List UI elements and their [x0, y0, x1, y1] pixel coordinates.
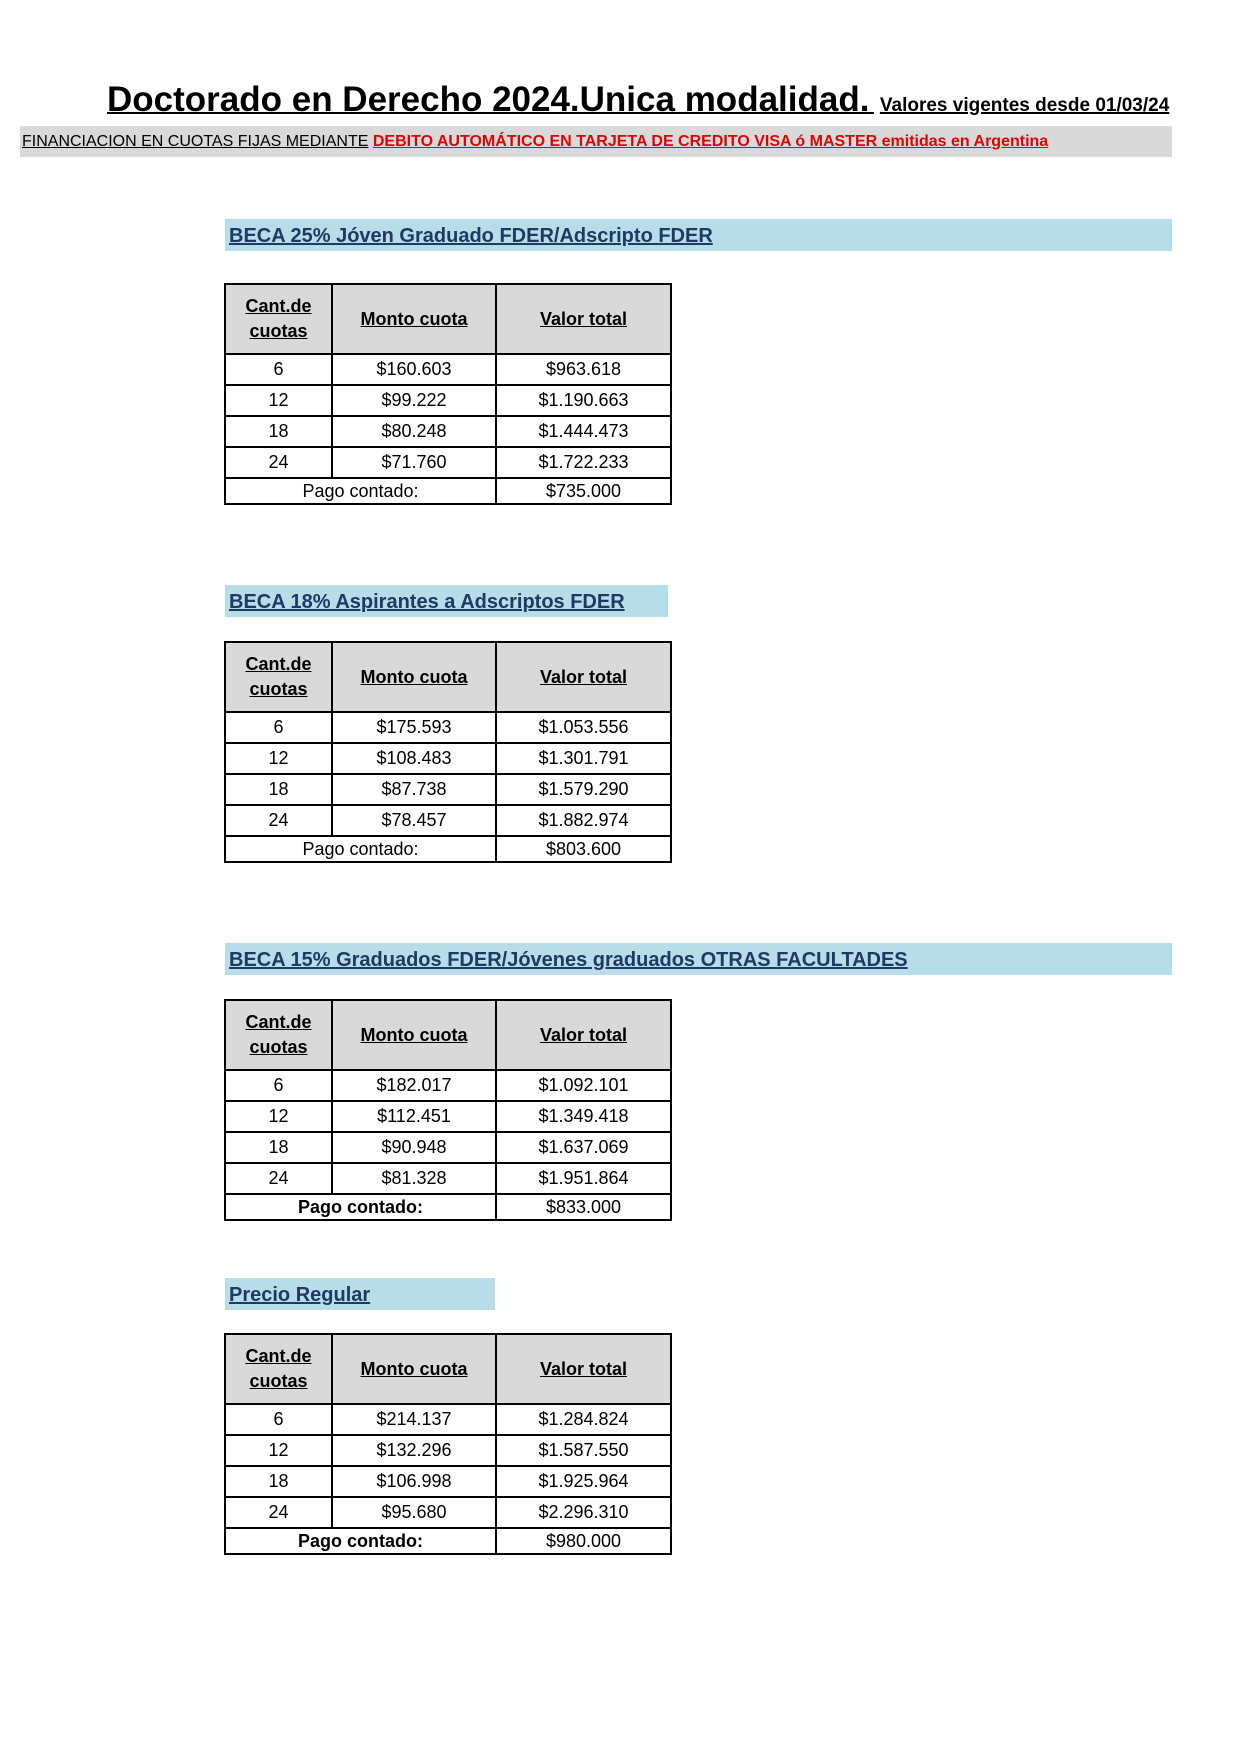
table-header-row [225, 1000, 671, 1070]
cell-cuotas: 12 [225, 1435, 332, 1466]
cell-cuotas: 12 [225, 1101, 332, 1132]
section-header-precio-regular [225, 1278, 495, 1310]
header-total: Valor total [496, 284, 671, 354]
table-row [225, 1132, 671, 1163]
table-row [225, 743, 671, 774]
cash-value: $803.600 [496, 836, 671, 862]
cash-value: $833.000 [496, 1194, 671, 1220]
table-row [225, 1404, 671, 1435]
header-monto: Monto cuota [332, 1000, 496, 1070]
cash-label: Pago contado: [225, 478, 496, 504]
section-title: BECA 25% Jóven Graduado FDER/Adscripto FDER [229, 225, 713, 247]
cell-monto: $81.328 [332, 1163, 496, 1194]
cell-cuotas: 18 [225, 1466, 332, 1497]
cell-total: $1.882.974 [496, 805, 671, 836]
cell-monto: $71.760 [332, 447, 496, 478]
section-title: BECA 18% Aspirantes a Adscriptos FDER [229, 591, 625, 613]
table-row [225, 1163, 671, 1194]
cell-total: $1.349.418 [496, 1101, 671, 1132]
cell-cuotas: 12 [225, 385, 332, 416]
cash-label: Pago contado: [225, 1528, 496, 1554]
table-header-row [225, 1334, 671, 1404]
cell-monto: $90.948 [332, 1132, 496, 1163]
cell-total: $1.284.824 [496, 1404, 671, 1435]
table-row [225, 447, 671, 478]
table-row [225, 385, 671, 416]
cash-label: Pago contado: [225, 836, 496, 862]
cell-cuotas: 6 [225, 354, 332, 385]
cell-total: $1.925.964 [496, 1466, 671, 1497]
cell-total: $1.301.791 [496, 743, 671, 774]
table-row [225, 774, 671, 805]
cell-total: $2.296.310 [496, 1497, 671, 1528]
cell-total: $1.637.069 [496, 1132, 671, 1163]
cash-value: $735.000 [496, 478, 671, 504]
page-title [107, 80, 1170, 120]
header-total: Valor total [496, 642, 671, 712]
table-row [225, 354, 671, 385]
cell-monto: $99.222 [332, 385, 496, 416]
cell-monto: $78.457 [332, 805, 496, 836]
cell-cuotas: 6 [225, 1070, 332, 1101]
section-header-beca-25 [225, 219, 1172, 251]
cell-monto: $95.680 [332, 1497, 496, 1528]
cell-monto: $87.738 [332, 774, 496, 805]
table-row [225, 1497, 671, 1528]
cash-label: Pago contado: [225, 1194, 496, 1220]
cell-cuotas: 18 [225, 1132, 332, 1163]
table-row [225, 1070, 671, 1101]
cell-monto: $112.451 [332, 1101, 496, 1132]
header-cuotas: Cant.de cuotas [225, 284, 332, 354]
section-header-beca-15 [225, 943, 1172, 975]
cell-total: $1.722.233 [496, 447, 671, 478]
cell-cuotas: 24 [225, 447, 332, 478]
cell-monto: $108.483 [332, 743, 496, 774]
header-total: Valor total [496, 1334, 671, 1404]
cash-row [225, 1528, 671, 1554]
table-row [225, 805, 671, 836]
cell-cuotas: 18 [225, 774, 332, 805]
header-cuotas: Cant.de cuotas [225, 1334, 332, 1404]
cell-total: $1.190.663 [496, 385, 671, 416]
header-monto: Monto cuota [332, 642, 496, 712]
rates-table-beca-18 [224, 641, 672, 863]
cell-total: $1.951.864 [496, 1163, 671, 1194]
table-header-row [225, 284, 671, 354]
cell-monto: $106.998 [332, 1466, 496, 1497]
cell-monto: $160.603 [332, 354, 496, 385]
cell-monto: $175.593 [332, 712, 496, 743]
table-row [225, 1466, 671, 1497]
financing-banner [20, 126, 1172, 157]
table-header-row [225, 642, 671, 712]
table-row [225, 712, 671, 743]
cell-cuotas: 6 [225, 712, 332, 743]
table-row [225, 1101, 671, 1132]
rates-table-beca-25 [224, 283, 672, 505]
section-title: BECA 15% Graduados FDER/Jóvenes graduados OTRAS FACULTADES [229, 949, 908, 971]
cell-cuotas: 6 [225, 1404, 332, 1435]
cell-cuotas: 12 [225, 743, 332, 774]
header-total: Valor total [496, 1000, 671, 1070]
cell-cuotas: 18 [225, 416, 332, 447]
table-row [225, 1435, 671, 1466]
header-cuotas: Cant.de cuotas [225, 1000, 332, 1070]
table-row [225, 416, 671, 447]
cash-row [225, 1194, 671, 1220]
cell-cuotas: 24 [225, 1163, 332, 1194]
financing-highlight: DEBITO AUTOMÁTICO EN TARJETA DE CREDITO VISA ó MASTER emitidas en Argentina [372, 133, 1049, 150]
header-monto: Monto cuota [332, 284, 496, 354]
cell-total: $1.587.550 [496, 1435, 671, 1466]
cash-row [225, 478, 671, 504]
cash-value: $980.000 [496, 1528, 671, 1554]
title-valid-date: Valores vigentes desde 01/03/24 [879, 95, 1170, 116]
header-cuotas: Cant.de cuotas [225, 642, 332, 712]
section-header-beca-18 [225, 585, 668, 617]
cell-monto: $182.017 [332, 1070, 496, 1101]
cell-total: $1.053.556 [496, 712, 671, 743]
financing-prefix: FINANCIACION EN CUOTAS FIJAS MEDIANTE [22, 133, 369, 150]
cell-cuotas: 24 [225, 805, 332, 836]
cell-total: $963.618 [496, 354, 671, 385]
rates-table-beca-15 [224, 999, 672, 1221]
title-main: Doctorado en Derecho 2024.Unica modalidad. [107, 80, 870, 119]
cell-monto: $80.248 [332, 416, 496, 447]
section-title: Precio Regular [229, 1284, 371, 1306]
header-monto: Monto cuota [332, 1334, 496, 1404]
cell-total: $1.579.290 [496, 774, 671, 805]
cell-total: $1.444.473 [496, 416, 671, 447]
cash-row [225, 836, 671, 862]
cell-total: $1.092.101 [496, 1070, 671, 1101]
cell-cuotas: 24 [225, 1497, 332, 1528]
rates-table-precio-regular [224, 1333, 672, 1555]
cell-monto: $214.137 [332, 1404, 496, 1435]
cell-monto: $132.296 [332, 1435, 496, 1466]
